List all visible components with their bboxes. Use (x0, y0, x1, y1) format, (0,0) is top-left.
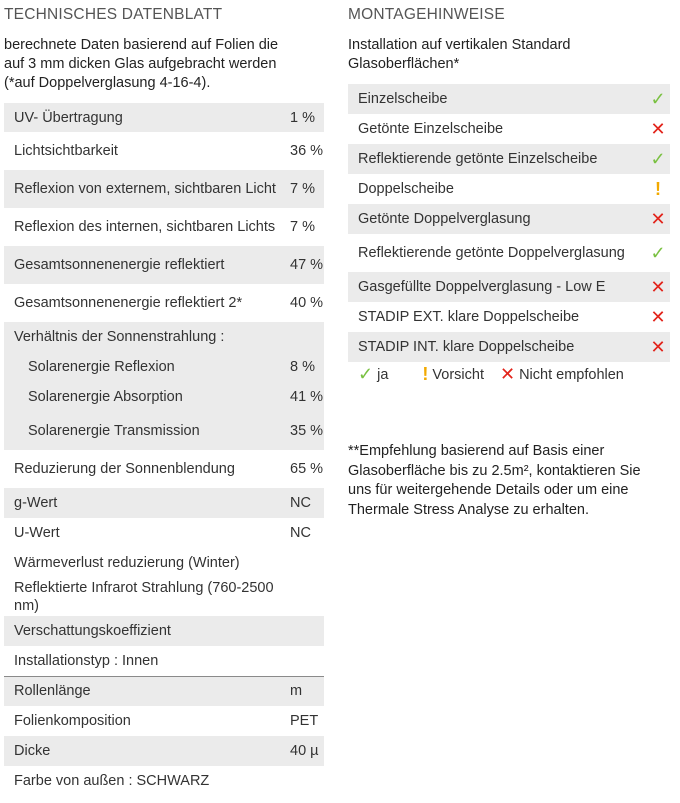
glass-type-row (348, 234, 670, 272)
spec-value: NC (290, 488, 324, 518)
spec-label: Farbe von außen : SCHWARZ (14, 773, 210, 789)
glass-type-label: Getönte Einzelscheibe (358, 121, 504, 137)
glass-type-row (348, 84, 670, 114)
spec-table (4, 103, 324, 796)
spec-row (4, 736, 324, 766)
glass-type-label: Doppelscheibe (358, 181, 454, 197)
cross-icon: ✕ (650, 209, 666, 229)
glass-type-row (348, 144, 670, 174)
glass-type-row (348, 174, 670, 204)
note-line: uns für weitergehende Details oder um eine (348, 482, 629, 498)
spec-value (290, 766, 324, 796)
cross-icon: ✕ (650, 119, 666, 139)
spec-label: Reflexion des internen, sichtbaren Lichts (14, 219, 276, 235)
glass-type-row (348, 272, 670, 302)
spec-value: 7 % (290, 219, 315, 235)
intro-line: (*auf Doppelverglasung 4-16-4). (4, 75, 211, 91)
spec-row (4, 450, 324, 488)
spec-value: 47 % (290, 246, 324, 284)
note-line: **Empfehlung basierend auf Basis einer (348, 443, 605, 459)
exclamation-icon: ! (422, 364, 429, 384)
spec-label: UV- Übertragung (4, 103, 290, 132)
note-line: Glasoberfläche bis zu 2.5m², kontaktieren Sie (348, 462, 641, 479)
spec-row (4, 616, 324, 646)
cross-icon: ✕ (499, 364, 516, 384)
intro-line: berechnete Daten basierend auf Folien die (4, 37, 279, 53)
spec-label: U-Wert (14, 525, 60, 541)
spec-row (4, 208, 324, 246)
spec-value: NC (290, 525, 311, 541)
spec-value (290, 322, 324, 352)
spec-value: m (290, 676, 324, 706)
datasheet-intro (4, 36, 278, 93)
spec-row (4, 578, 324, 616)
spec-label: Installationstyp : Innen (14, 652, 159, 669)
glass-type-row (348, 332, 670, 362)
spec-row (4, 352, 324, 382)
spec-value: 65 % (290, 461, 324, 477)
note-line: Thermale Stress Analyse zu erhalten. (348, 501, 589, 518)
spec-value: 35 % (290, 412, 324, 450)
spec-label: Gesamtsonnenenergie reflektiert (4, 246, 290, 284)
glass-type-list (348, 84, 670, 362)
spec-value: PET (290, 713, 319, 729)
spec-value: 40 µ (290, 736, 324, 766)
spec-row (4, 766, 324, 796)
legend-no-label: Nicht empfohlen (519, 366, 624, 383)
check-icon: ✓ (358, 364, 374, 384)
spec-label: Wärmeverlust reduzierung (Winter) (14, 555, 240, 571)
spec-value: 40 % (290, 295, 324, 311)
mounting-heading: MONTAGEHINWEISE (348, 6, 505, 23)
spec-label: Reduzierung der Sonnenblendung (14, 461, 235, 477)
glass-type-label: Gasgefüllte Doppelverglasung - Low E (358, 279, 606, 295)
spec-label: Lichtsichtbarkeit (14, 143, 118, 159)
spec-row (4, 676, 324, 706)
glass-type-label: Reflektierende getönte Einzelscheibe (358, 151, 598, 167)
datasheet-heading: TECHNISCHES DATENBLATT (4, 6, 223, 23)
spec-value (290, 578, 324, 616)
glass-type-row (348, 302, 670, 332)
spec-value (290, 646, 324, 676)
spec-row (4, 246, 324, 284)
spec-row (4, 382, 324, 412)
glass-type-label: Reflektierende getönte Doppelverglasung (358, 245, 625, 261)
spec-row (4, 284, 324, 322)
glass-type-label: Getönte Doppelverglasung (358, 211, 531, 227)
glass-type-label: STADIP INT. klare Doppelscheibe (358, 339, 575, 355)
cross-icon: ✕ (650, 337, 666, 357)
spec-label: Dicke (4, 736, 290, 766)
glass-type-row (348, 204, 670, 234)
spec-label: Verhältnis der Sonnenstrahlung : (4, 322, 290, 352)
check-icon: ✓ (650, 149, 666, 169)
spec-row (4, 412, 324, 450)
spec-label: Rollenlänge (4, 676, 290, 706)
status-legend (358, 364, 624, 385)
legend-warn-label: Vorsicht (432, 366, 484, 383)
spec-label: Solarenergie Reflexion (4, 352, 290, 382)
glass-type-label: STADIP EXT. klare Doppelscheibe (358, 309, 580, 325)
glass-type-row (348, 114, 670, 144)
spec-row (4, 646, 324, 676)
spec-row (4, 518, 324, 548)
spec-label: Gesamtsonnenenergie reflektiert 2* (14, 295, 243, 311)
spec-label: Reflexion von externem, sichtbaren Licht (4, 170, 290, 208)
cross-icon: ✕ (650, 277, 666, 297)
spec-label: Reflektierte Infrarot Strahlung (760-2500 nm) (14, 580, 274, 614)
intro-line: Installation auf vertikalen Standard (348, 37, 571, 53)
exclamation-icon: ! (655, 179, 661, 199)
spec-row (4, 322, 324, 352)
spec-value: 41 % (290, 382, 324, 412)
intro-line: Glasoberflächen* (348, 56, 460, 72)
spec-row (4, 706, 324, 736)
legend-ok-label: ja (377, 366, 389, 383)
spec-value (290, 548, 324, 578)
spec-label: Verschattungskoeffizient (4, 616, 290, 646)
glass-type-label: Einzelscheibe (358, 91, 448, 107)
spec-row (4, 170, 324, 208)
spec-label: Solarenergie Absorption (4, 382, 290, 412)
check-icon: ✓ (650, 243, 666, 263)
intro-line: auf 3 mm dicken Glas aufgebracht werden (4, 56, 277, 72)
spec-value (290, 616, 324, 646)
check-icon: ✓ (650, 89, 666, 109)
spec-label: Solarenergie Transmission (4, 412, 290, 450)
spec-value: 8 % (290, 352, 324, 382)
spec-label: Folienkomposition (14, 713, 131, 729)
spec-row (4, 103, 324, 132)
spec-value: 36 % (290, 143, 324, 159)
spec-row (4, 548, 324, 578)
recommendation-note (348, 442, 673, 520)
spec-label: g-Wert (4, 488, 290, 518)
spec-value: 7 % (290, 170, 324, 208)
spec-row (4, 132, 324, 170)
spec-value: 1 % (290, 103, 324, 132)
spec-row (4, 488, 324, 518)
mounting-intro (348, 36, 570, 74)
cross-icon: ✕ (650, 307, 666, 327)
